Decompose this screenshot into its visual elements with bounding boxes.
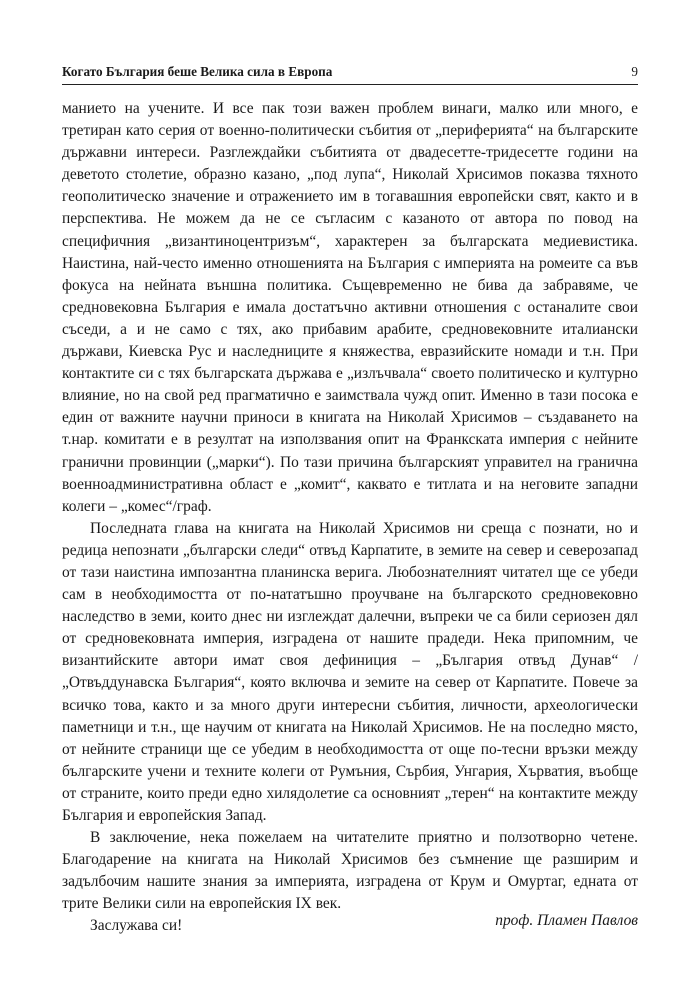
author-signature: проф. Пламен Павлов [495,912,638,929]
paragraph-4: Заслужава си! [90,917,183,935]
paragraph-2: Последната глава на книгата на Николай Хрисимов ни среща с познати, но и редица непознати „български следи“ отвъд Карпатите, в земите на север и северозапад от тази наистина импозантна планинска верига. Любознателният читател ще се убеди сам в необходимостта от по-нататъшно проучване на българското средновековно наследство в земи, които днес ни изглеждат далечни, въпреки че са били сериозен дял от средновековната империя, изградена от нашите прадеди. Нека припомним, че византийските автори имат своя дефиниция – „България отвъд Дунав“ / „Отвъддунавска България“, която включва и земите на север от Карпатите. Повече за всичко това, както и за много други интересни събития, личности, археологически паметници и т.н., ще научим от книгата на Николай Хрисимов. Не на последно място, от нейните страници ще се убедим в необходимостта от още по-тесни връзки между българските учени и техните колеги от Румъния, Сърбия, Унгария, Хърватия, въобще от страните, които преди едно хилядолетие са основният „терен“ на контактите между България и европейския Запад. [62,519,638,824]
page-number: 9 [631,64,638,79]
running-title: Когато България беше Велика сила в Европа [62,64,333,79]
header-rule [62,84,638,85]
paragraph-3: В заключение, нека пожелаем на читателите приятно и ползотворно четене. Благодарение на книгата на Николай Хрисимов без съмнение ще разширим и задълбочим нашите знания за империята, изградена от Крум и Омуртаг, едната от трите Велики сили на европейския IX век. [62,829,638,913]
running-head [62,63,638,81]
body-text [62,98,638,938]
paragraph-1: манието на учените. И все пак този важен проблем винаги, малко или много, е третиран като серия от военно-политически събития от „периферията“ на българските държавни интереси. Разглеждайки събитията от двадесетте-тридесетте години на деветото столетие, образно казано, „под лупа“, Николай Хрисимов показва тяхното геополитическо значение и отражението им в тогавашния европейски свят, както и в перспектива. Не можем да не се съгласим с казаното от автора по повод на специфичния „византиноцентризъм“, характерен за българската медиевистика. Наистина, най-често именно отношенията на България с империята на ромеите са във фокуса на нейната външна политика. Същевременно не бива да забравяме, че средновековна България е имала достатъчно активни отношения с останалите свои съседи, а и не само с тях, ако прибавим арабите, средновековните италиански държави, Киевска Рус и наследниците я княжества, евразийските номади и т.н. При контактите си с тях българската държава е „излъчвала“ своето политическо и културно влияние, но на свой ред прагматично е заимствала чужд опит. Именно в тази посока е един от важните научни приноси в книгата на Николай Хрисимов – създаването на т.нар. комитати е в резултат на използвания опит на Франкската империя с нейните гранични провинции („марки“). По тази причина българският управител на гранична военноадминистративна област е „комит“, каквато е титлата и на неговите западни колеги – „комес“/граф. [62,100,638,515]
